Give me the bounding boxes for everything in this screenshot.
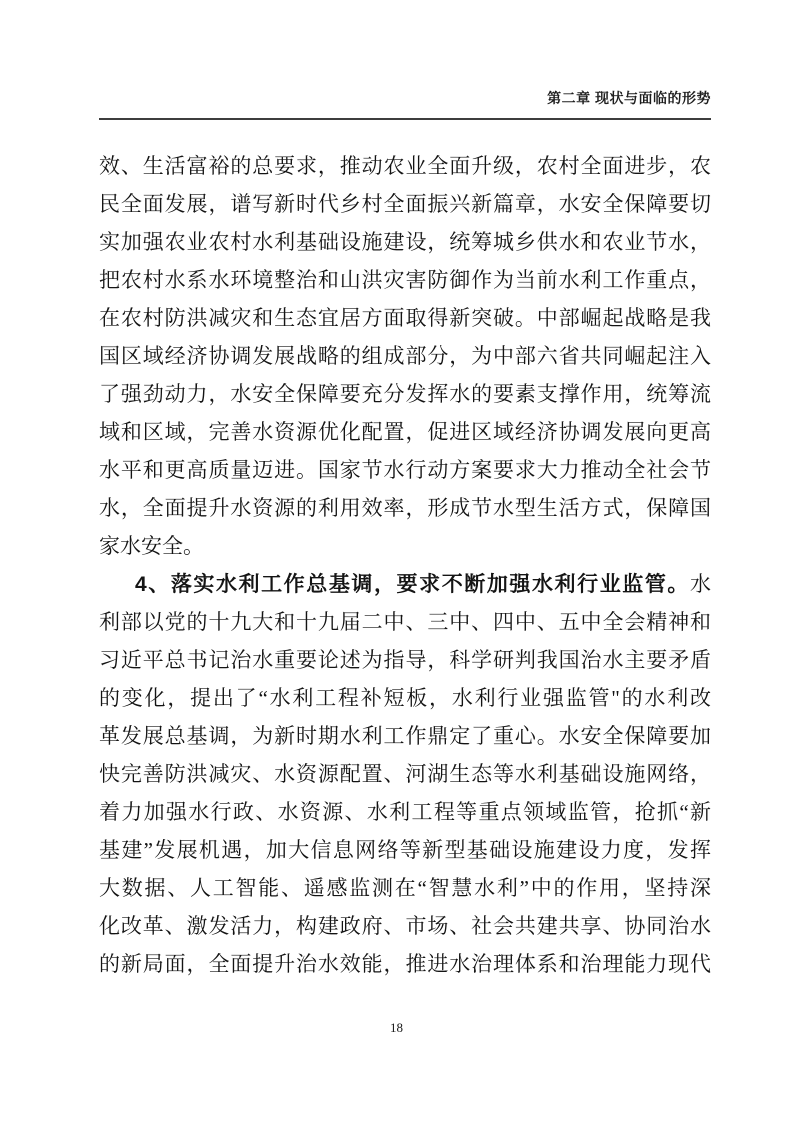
text-segment: 习近平总书记治水重要论述为指导，科学研判我国治水主要矛盾 (99, 648, 711, 672)
text-segment: 实加强农业农村水利基础设施建设，统筹城乡供水和农业节水， (99, 230, 711, 254)
text-line (99, 755, 711, 793)
header-rule (99, 118, 711, 120)
text-segment: 快完善防洪减灾、水资源配置、河湖生态等水利基础设施网络， (99, 762, 711, 786)
text-segment: 的变化，提出了“水利工程补短板，水利行业强监管"的水利改 (99, 686, 711, 710)
text-line (99, 185, 711, 223)
text-segment: 利部以党的十九大和十九届二中、三中、四中、五中全会精神和 (99, 610, 711, 634)
text-line (99, 451, 711, 489)
text-line (99, 337, 711, 375)
chapter-header: 第二章 现状与面临的形势 (547, 90, 711, 106)
text-line (99, 793, 711, 831)
text-line (99, 299, 711, 337)
text-line (99, 489, 711, 527)
text-line (99, 147, 711, 185)
text-line (99, 907, 711, 945)
text-line (99, 223, 711, 261)
text-segment: 基建”发展机遇，加大信息网络等新型基础设施建设力度，发挥 (99, 838, 711, 862)
text-segment: 域和区域，完善水资源优化配置，促进区域经济协调发展向更高 (99, 420, 711, 444)
text-segment: 水平和更高质量迈进。国家节水行动方案要求大力推动全社会节 (99, 458, 711, 482)
text-line (99, 261, 711, 299)
text-line (99, 679, 711, 717)
text-segment: 化改革、激发活力，构建政府、市场、社会共建共享、协同治水 (99, 914, 711, 938)
text-segment: 民全面发展，谱写新时代乡村全面振兴新篇章，水安全保障要切 (99, 192, 711, 216)
text-segment: 把农村水系水环境整治和山洪灾害防御作为当前水利工作重点， (99, 268, 711, 292)
text-line (99, 717, 711, 755)
text-line (99, 413, 711, 451)
text-segment: 水，全面提升水资源的利用效率，形成节水型生活方式，保障国 (99, 496, 711, 520)
text-line (99, 527, 711, 565)
page-number: 18 (390, 1020, 403, 1035)
body-text (99, 147, 711, 983)
text-segment: 家水安全。 (99, 534, 204, 558)
text-segment: 在农村防洪减灾和生态宜居方面取得新突破。中部崛起战略是我 (99, 306, 711, 330)
text-line (99, 945, 711, 983)
text-segment: 了强劲动力，水安全保障要充分发挥水的要素支撑作用，统筹流 (99, 382, 711, 406)
text-line (99, 869, 711, 907)
text-line (99, 565, 711, 603)
text-line (99, 603, 711, 641)
text-segment: 大数据、人工智能、遥感监测在“智慧水利”中的作用，坚持深 (99, 876, 711, 900)
text-segment: 革发展总基调，为新时期水利工作鼎定了重心。水安全保障要加 (99, 724, 711, 748)
text-segment: 的新局面，全面提升治水效能，推进水治理体系和治理能力现代 (99, 952, 711, 976)
text-segment: 水 (690, 572, 711, 596)
text-segment: 效、生活富裕的总要求，推动农业全面升级，农村全面进步，农 (99, 154, 711, 178)
text-segment: 国区域经济协调发展战略的组成部分，为中部六省共同崛起注入 (99, 344, 711, 368)
text-line (99, 641, 711, 679)
text-segment: 着力加强水行政、水资源、水利工程等重点领域监管，抢抓“新 (99, 800, 711, 824)
bold-text-segment: 4、落实水利工作总基调，要求不断加强水利行业监管。 (135, 573, 690, 596)
text-line (99, 375, 711, 413)
text-line (99, 831, 711, 869)
